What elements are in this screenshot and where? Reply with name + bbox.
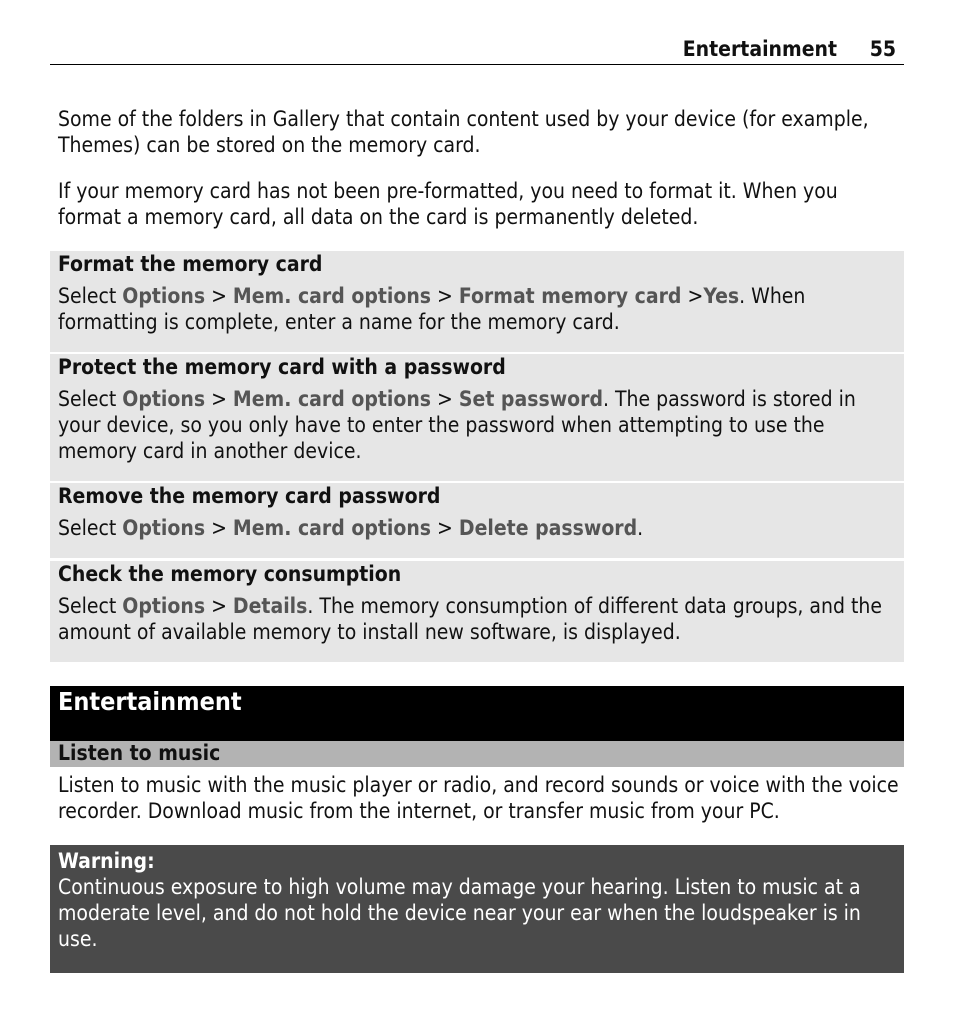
menu-item-details: Details <box>232 594 308 618</box>
select-word: Select <box>58 516 117 540</box>
menu-item-options: Options <box>122 594 206 618</box>
task-instructions <box>58 386 896 464</box>
menu-item-options: Options <box>122 387 206 411</box>
separator: > <box>687 284 704 308</box>
task-title: Protect the memory card with a password <box>58 355 506 379</box>
task-trailing-text: . The password is stored in your device, so you only have to enter the password when attempting to use the memory card in another device. <box>58 387 856 463</box>
header-section-title: Entertainment <box>682 37 837 61</box>
separator: > <box>437 387 453 411</box>
task-memory-consumption <box>50 561 904 662</box>
separator: > <box>211 516 227 540</box>
intro-paragraph-1: Some of the folders in Gallery that contain content used by your device (for example, Themes) can be stored on the memory card. <box>58 107 869 157</box>
intro-paragraph-2: If your memory card has not been pre-formatted, you need to format it. When you format a memory card, all data on the card is permanently deleted. <box>58 179 838 229</box>
task-format-card <box>50 251 904 352</box>
section-body: Listen to music with the music player or radio, and record sounds or voice with the voice recorder. Download music from the internet, or transfer music from your PC. <box>58 773 899 823</box>
task-trailing-text: . The memory consumption of different data groups, and the amount of available memory to install new software, is displayed. <box>58 594 882 644</box>
menu-item-set-password: Set password <box>458 387 603 411</box>
menu-item-mem-card-options: Mem. card options <box>232 516 432 540</box>
select-word: Select <box>58 284 117 308</box>
section-heading-bar <box>50 741 904 767</box>
chapter-banner <box>50 686 904 741</box>
task-remove-password <box>50 483 904 558</box>
task-instructions <box>58 593 896 645</box>
warning-box <box>50 845 904 973</box>
section-title: Listen to music <box>58 741 221 765</box>
task-instructions <box>58 515 896 541</box>
menu-item-yes: Yes <box>703 284 740 308</box>
menu-item-options: Options <box>122 516 206 540</box>
menu-item-mem-card-options: Mem. card options <box>232 387 432 411</box>
menu-item-format-memory-card: Format memory card <box>458 284 682 308</box>
menu-item-options: Options <box>122 284 206 308</box>
running-header <box>50 34 904 65</box>
warning-text: Continuous exposure to high volume may damage your hearing. Listen to music at a moderate level, and do not hold the device near your ear when the loudspeaker is in use. <box>58 875 861 951</box>
select-word: Select <box>58 387 117 411</box>
task-title: Check the memory consumption <box>58 562 402 586</box>
task-trailing-text: . When formatting is complete, enter a name for the memory card. <box>58 284 806 334</box>
chapter-title: Entertainment <box>58 687 242 716</box>
task-instructions <box>58 283 896 335</box>
task-protect-card <box>50 354 904 481</box>
separator: > <box>211 594 227 618</box>
menu-item-mem-card-options: Mem. card options <box>232 284 432 308</box>
separator: > <box>211 284 227 308</box>
task-title: Remove the memory card password <box>58 484 441 508</box>
page-number: 55 <box>869 37 896 61</box>
separator: > <box>211 387 227 411</box>
separator: > <box>437 284 453 308</box>
select-word: Select <box>58 594 117 618</box>
menu-item-delete-password: Delete password <box>458 516 638 540</box>
separator: > <box>437 516 453 540</box>
task-trailing-text: . <box>637 516 644 540</box>
task-title: Format the memory card <box>58 252 323 276</box>
warning-label: Warning: <box>58 849 155 873</box>
